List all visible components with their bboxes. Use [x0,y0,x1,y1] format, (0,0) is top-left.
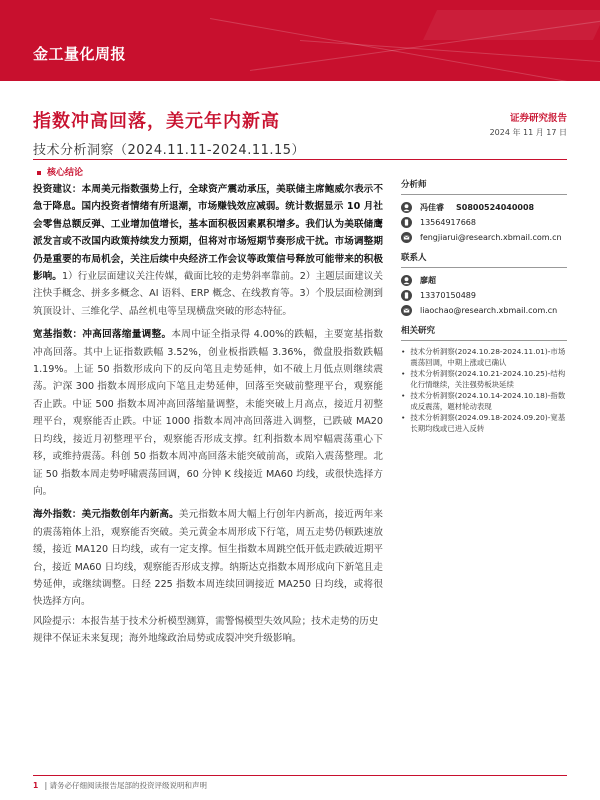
phone-icon [401,290,412,301]
analyst-phone: 13564917668 [420,218,476,227]
contact-email-row [401,303,567,318]
report-date: 2024 年 11 月 17 日 [489,128,567,137]
paragraph-overseas [33,506,383,610]
report-series-title: 金工量化周报 [33,45,127,63]
email-icon [401,305,412,316]
footer-separator: | [44,781,48,790]
contact-phone-row [401,288,567,303]
related-item[interactable]: • 技术分析洞察(2024.10.21-2024.10.25)-结构化行情继续，关注强势板块延续 [401,369,566,389]
analyst-name: 冯佳睿 [420,203,444,212]
related-research-list [401,346,567,434]
header-decoration [300,40,600,70]
paragraph-investment [33,181,383,320]
paragraph-text: 本周中证全指录得 4.00%的跌幅，主要宽基指数冲高回落。其中上证指数跌幅 3.52%，创业板指跌幅 3.36%，微盘股指数跌幅 1.19%。上证 50 指数形成向下的反向笔且走势延伸，如不破上月低点则继续震荡。沪深 300 指数本周形成向下笔且走势延伸，回落至突破前整理平台，观察能否止跌。中证 500 指数本周冲高回落缩量调整，未能突破上月高点，接近月初整理平台，观察能否止跌。中证 1000 指数本周冲高回落进入调整，已跌破 MA20 日均线，接近月初整理平台，观察能否形成支撑。红利指数本周窄幅震荡重心下移，或维持震荡。科创 50 指数本周冲高回落未能突破前高，或陷入震荡整理。北证 50 指数本周走势呼啸震荡回调，60 分钟 K 线接近 MA60 均线，或很快选择方向。 [33,329,384,497]
analyst-phone-row [401,215,567,230]
contact-heading: 联系人 [401,251,567,268]
paragraph-broad-index [33,326,383,500]
contact-name-row [401,273,567,288]
report-subtitle: 技术分析洞察（2024.11.11-2024.11.15） [33,143,306,158]
related-item[interactable]: • 技术分析洞察(2024.10.14-2024.10.18)-指数成反震荡，题材轮动表现 [401,391,566,411]
bullet-icon [37,171,41,175]
contact-phone: 13370150489 [420,291,476,300]
related-item[interactable]: • 技术分析洞察(2024.09.18-2024.09.20)-宽基长期均线或已进入反转 [401,413,566,433]
section-label: 核心结论 [47,168,84,178]
paragraph-text: 1）行业层面建议关注传媒，截面比较的走势斜率靠前。2）主题层面建议关注快手概念、拼多多概念、AI 语料、ERP 概念、在线教育等。3）个股层面检测到筑顶设计、三维化学、晶丝机电等呈现横盘突破的形态特征。 [33,271,383,317]
person-icon [401,275,412,286]
report-type: 证券研究报告 [509,113,567,124]
related-heading: 相关研究 [401,324,567,341]
footer [33,780,207,791]
analyst-email[interactable]: fengjiarui@research.xbmail.com.cn [420,233,562,242]
footer-divider [33,775,567,776]
page-number: 1 [33,781,39,790]
analyst-cert: S0800524040008 [456,203,535,212]
paragraph-lead: 投资建议：本周美元指数强势上行，全球资产震动承压，美联储主席鲍威尔表示不急于降息。国内投资者情绪有所退潮，市场赚钱效应减弱。统计数据显示 10 月社会零售总额反弹、工业增加值增长，基本面积极因素累积增多。我们认为美联储鹰派发言或不改国内政策持续发力预期，但将对市场短期节奏形成干扰。市场调整期仍是重要的布局机会，关注后续中央经济工作会议等政策信号释放可能带来的积极影响。 [33,184,383,283]
analyst-email-row [401,230,567,245]
analyst-heading: 分析师 [401,178,567,195]
title-divider [33,159,567,160]
analyst-name-row [401,200,567,215]
risk-warning: 风险提示：本报告基于技术分析模型测算，需警惕模型失效风险；技术走势的历史规律不保证未来复现；海外地缘政治局势或成裂冲突升级影响。 [33,616,379,645]
contact-email[interactable]: liaochao@research.xbmail.com.cn [420,306,558,315]
footer-disclaimer: 请务必仔细阅读报告尾部的投资评级说明和声明 [49,781,208,790]
report-title: 指数冲高回落，美元年内新高 [33,111,280,132]
phone-icon [401,217,412,228]
person-icon [401,202,412,213]
sidebar [401,178,567,434]
main-body [33,181,383,617]
email-icon [401,232,412,243]
paragraph-text: 美元指数本周大幅上行创年内新高，接近两年来的震荡箱体上沿，观察能否突破。美元黄金本周形成下行笔，周五走势仍顿跌速放缓，接近 MA120 日均线，或有一定支撑。恒生指数本周跳空低开低走跌破近期平台，接近 MA60 日均线，观察能否形成支撑。纳斯达克指数本周形成向下新笔且走势延伸，或继续调整。日经 225 指数本周连续回调接近 MA250 日均线，或将很快选择方向。 [33,509,384,608]
paragraph-lead: 海外指数：美元指数创年内新高。 [33,509,179,521]
section-heading [37,165,83,178]
header-band [0,0,600,81]
paragraph-lead: 宽基指数：冲高回落缩量调整。 [33,329,172,341]
contact-name: 廖超 [420,276,436,285]
related-item[interactable]: • 技术分析洞察(2024.10.28-2024.11.01)-市场震荡回调，中期上涨或已确认 [401,347,566,367]
